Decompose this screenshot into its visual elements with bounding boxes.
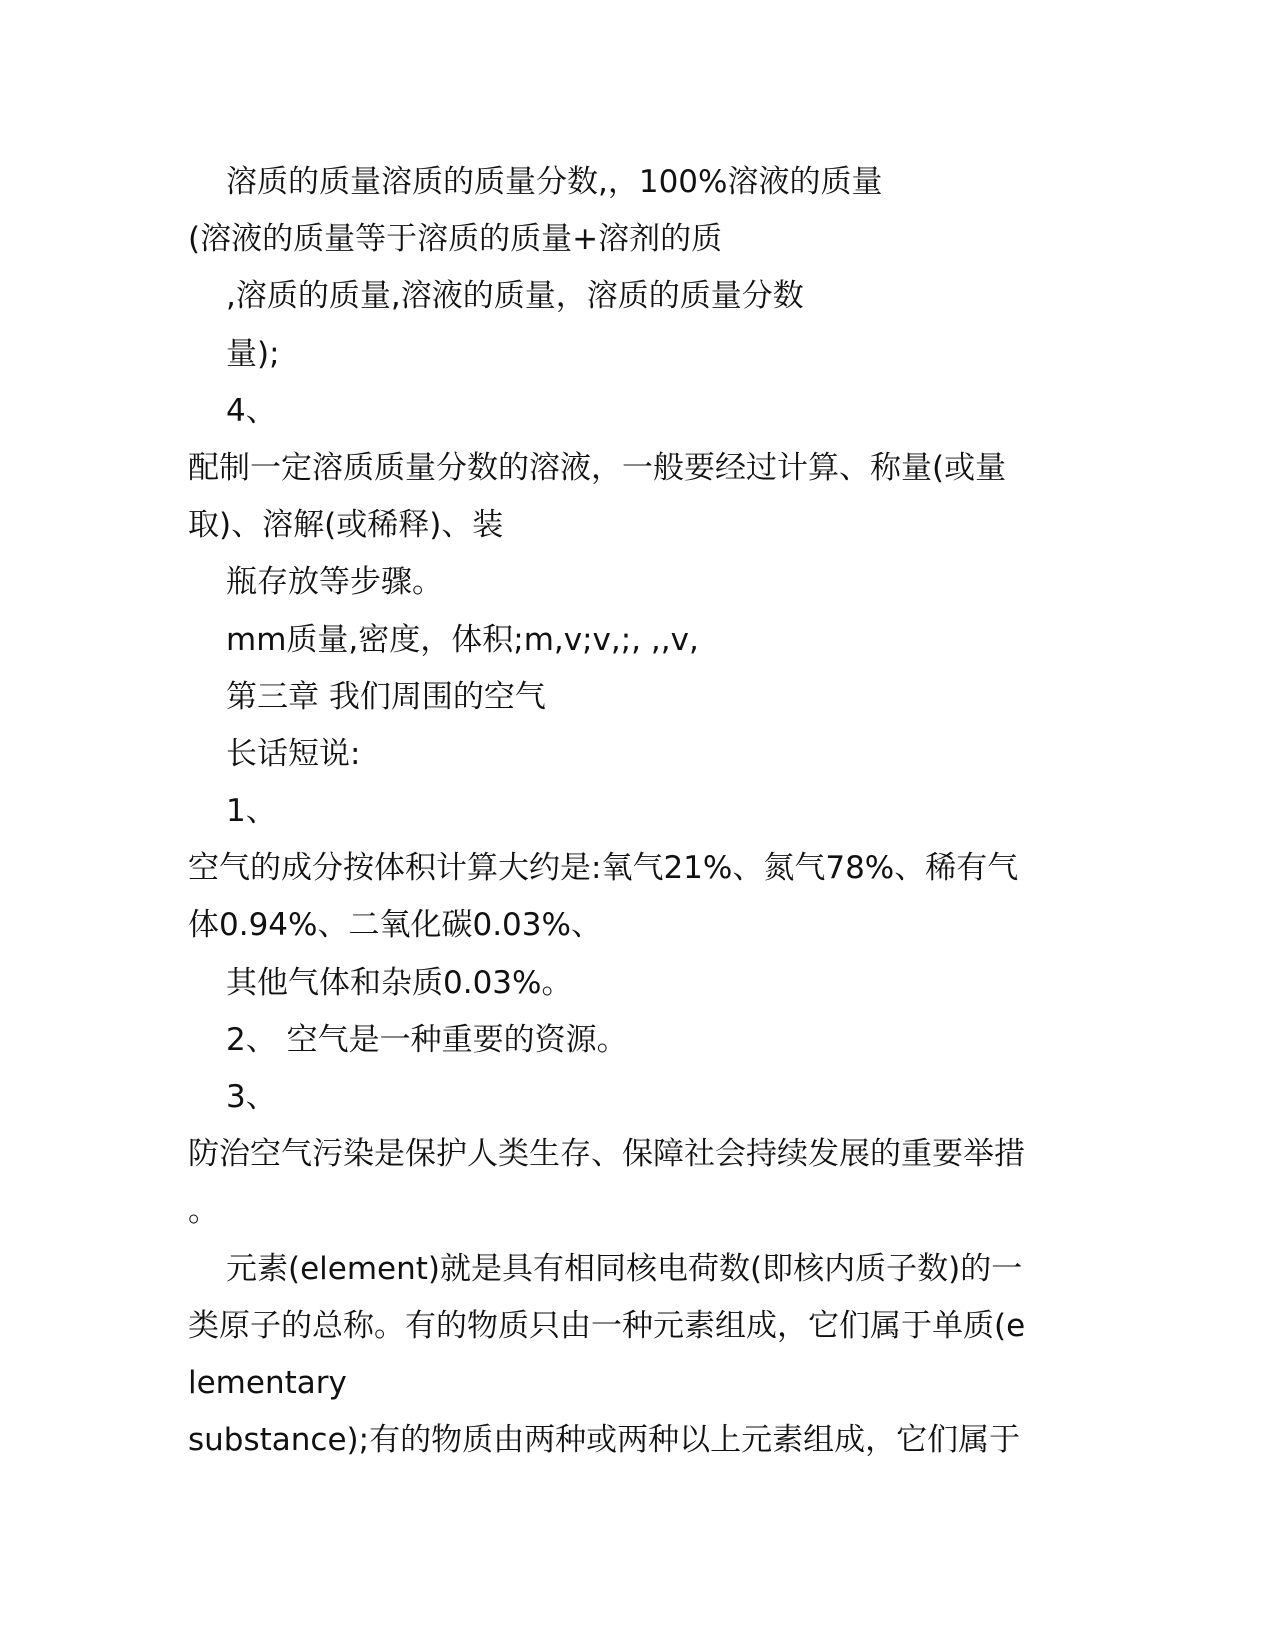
text-line: ,溶质的质量,溶液的质量，溶质的质量分数 <box>226 278 804 315</box>
text-line: 元素(element)就是具有相同核电荷数(即核内质子数)的一 <box>226 1250 1023 1287</box>
text-line: (溶液的质量等于溶质的质量+溶剂的质 <box>188 221 723 258</box>
text-line: 瓶存放等步骤。 <box>226 564 443 601</box>
text-line: lementary <box>188 1364 347 1401</box>
text-line: 量); <box>226 335 280 372</box>
text-line: 3、 <box>226 1079 277 1115</box>
text-line: 。 <box>188 1193 219 1230</box>
text-line: 体0.94%、二氧化碳0.03%、 <box>188 907 602 944</box>
text-line: 类原子的总称。有的物质只由一种元素组成，它们属于单质(e <box>188 1307 1026 1344</box>
text-line: mm质量,密度，体积;m,v;v,;, ,,v, <box>226 621 699 658</box>
text-line: 4、 <box>226 392 277 429</box>
text-line: substance);有的物质由两种或两种以上元素组成，它们属于 <box>188 1422 1021 1459</box>
document-body <box>188 154 1088 1469</box>
text-line: 溶质的质量溶质的质量分数,，100%溶液的质量 <box>226 164 883 200</box>
text-line: 长话短说: <box>226 735 361 772</box>
text-line: 配制一定溶质质量分数的溶液，一般要经过计算、称量(或量 <box>188 449 1007 486</box>
text-line: 空气的成分按体积计算大约是:氧气21%、氮气78%、稀有气 <box>188 850 1019 887</box>
text-line: 防治空气污染是保护人类生存、保障社会持续发展的重要举措 <box>188 1136 1025 1173</box>
text-line: 2、 空气是一种重要的资源。 <box>226 1021 628 1058</box>
text-line: 取)、溶解(或稀释)、装 <box>188 507 504 544</box>
text-line: 其他气体和杂质0.03%。 <box>226 964 573 1001</box>
chapter-heading: 第三章 我们周围的空气 <box>226 678 546 715</box>
text-line: 1、 <box>226 793 277 830</box>
